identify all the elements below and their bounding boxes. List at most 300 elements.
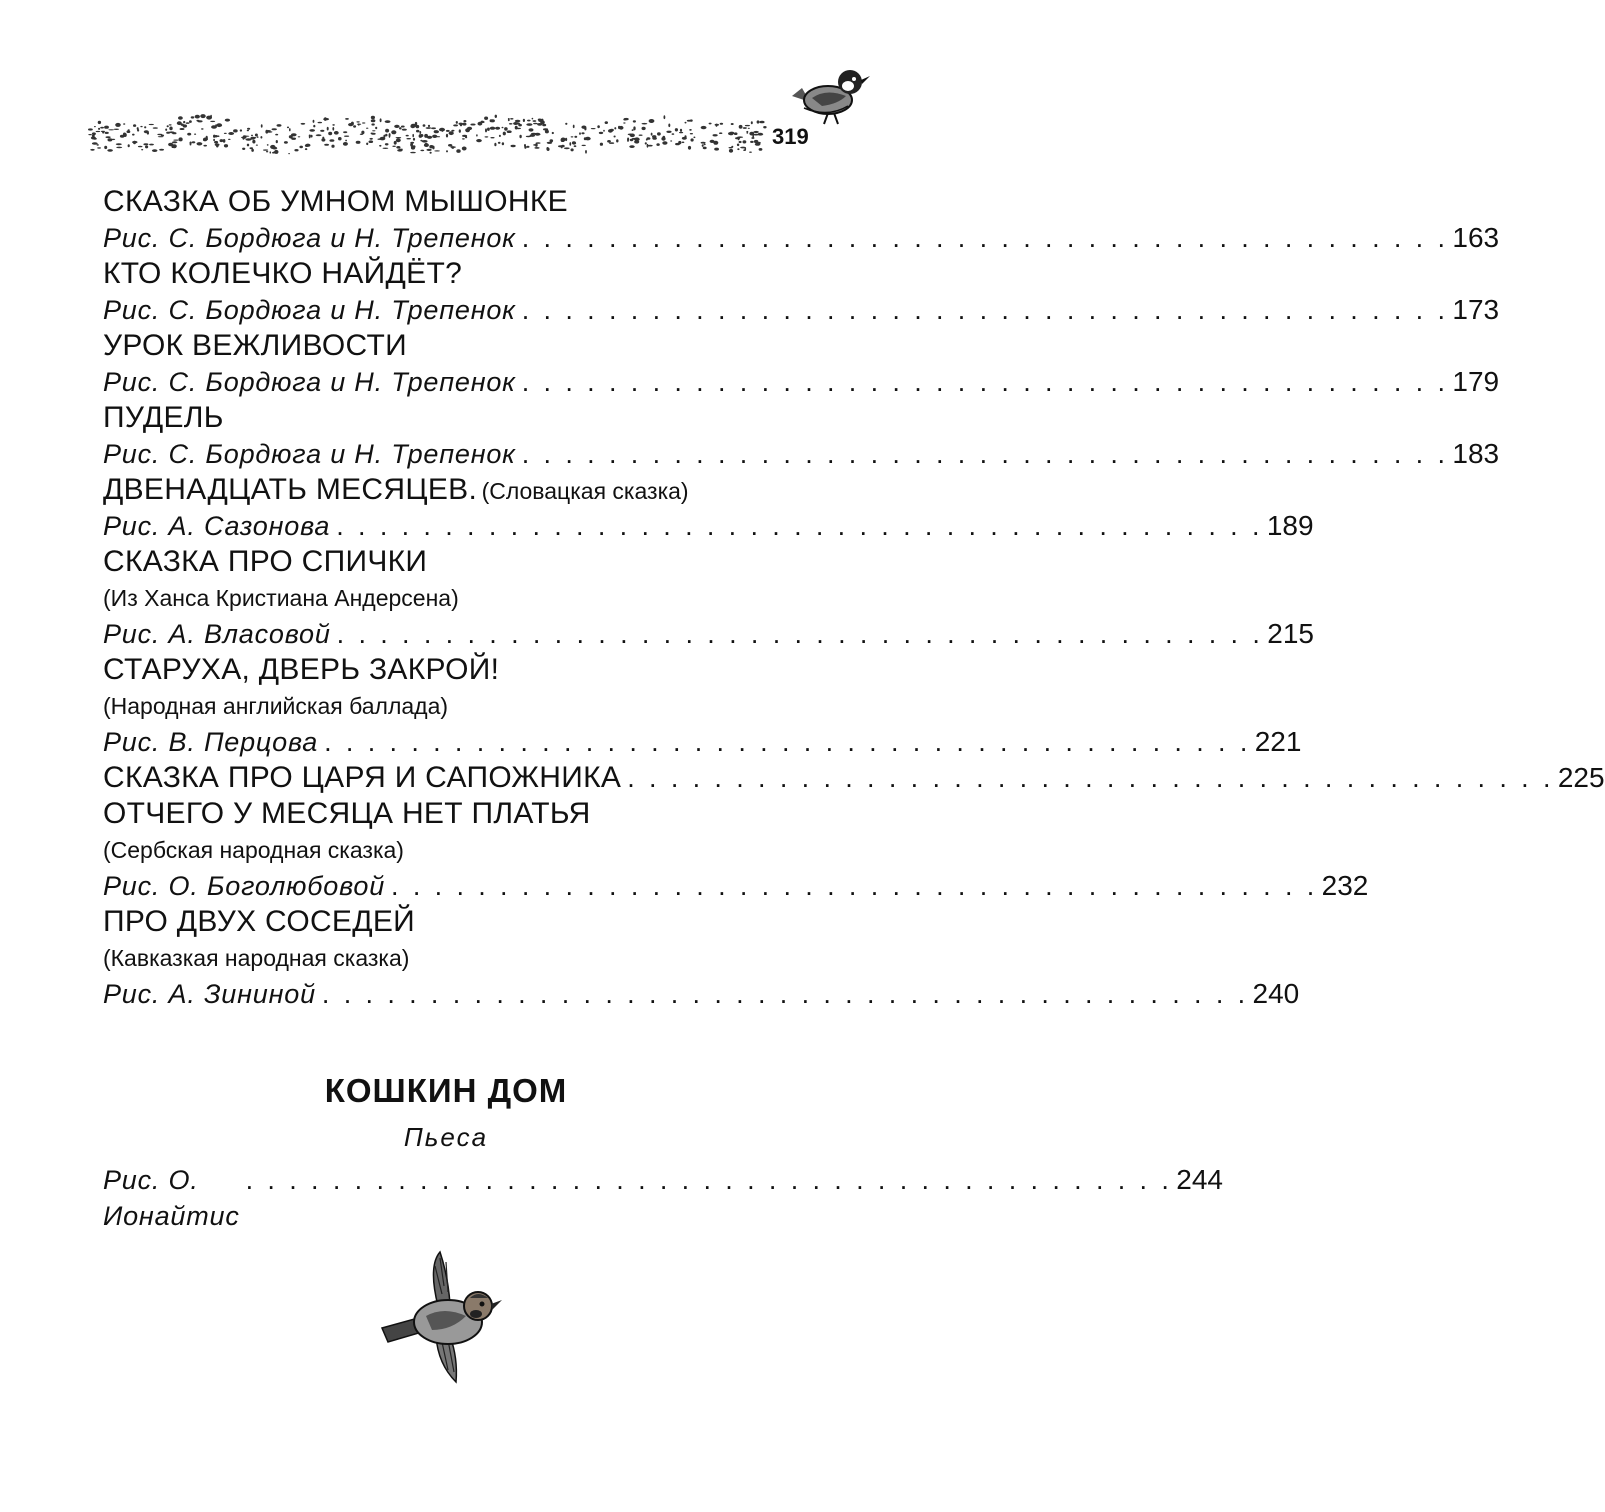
border-speck <box>372 130 375 131</box>
border-speck <box>92 132 96 135</box>
border-speck <box>203 145 207 147</box>
border-speck <box>98 128 100 130</box>
border-speck <box>266 151 268 152</box>
border-speck <box>420 134 423 137</box>
border-speck <box>233 129 238 132</box>
toc-artist-line <box>103 508 1314 544</box>
border-speck <box>240 129 242 131</box>
border-speck <box>102 131 104 134</box>
border-speck <box>328 132 332 135</box>
border-speck <box>449 131 454 135</box>
border-speck <box>127 130 131 133</box>
border-speck <box>313 125 315 128</box>
border-speck <box>430 152 432 154</box>
border-speck <box>534 147 539 149</box>
toc-page-number: 221 <box>1254 726 1302 757</box>
toc-artist: Рис. С. Бордюга и Н. Трепенок <box>103 367 516 397</box>
border-speck <box>224 144 228 147</box>
border-speck <box>144 130 149 133</box>
border-speck <box>276 140 278 143</box>
border-speck <box>460 123 462 126</box>
border-speck <box>689 129 692 131</box>
border-speck <box>581 132 584 134</box>
border-speck <box>157 134 162 135</box>
border-speck <box>391 130 396 134</box>
border-speck <box>370 138 373 140</box>
border-speck <box>648 145 653 147</box>
border-speck <box>624 118 629 120</box>
border-speck <box>476 139 482 142</box>
dot-leader: . . . . . . . . . . . . . . . . . . . . . . . . . . . . . . . . . . . . . . . . . . . <box>336 619 1264 649</box>
border-speck <box>603 130 605 132</box>
border-speck <box>647 144 649 148</box>
border-speck <box>507 130 512 133</box>
border-speck <box>210 121 215 122</box>
border-speck <box>343 142 348 146</box>
toc-artist-line <box>103 436 1500 472</box>
border-speck <box>158 136 164 137</box>
toc-artist: Рис. А. Власовой <box>103 619 331 649</box>
border-speck <box>324 144 329 146</box>
border-speck <box>166 132 170 134</box>
toc-artist: Рис. О. Ионайтис <box>103 1165 240 1231</box>
border-speck <box>246 138 252 141</box>
border-speck <box>731 123 734 125</box>
border-speck <box>242 148 245 150</box>
border-speck <box>607 140 611 143</box>
border-speck <box>630 134 635 138</box>
border-speck <box>145 145 148 148</box>
border-speck <box>406 135 409 137</box>
border-speck <box>663 136 666 139</box>
toc-page-number: 183 <box>1452 438 1500 469</box>
border-speck <box>380 118 382 122</box>
border-speck <box>377 139 382 140</box>
border-speck <box>416 130 419 133</box>
border-speck <box>614 136 616 138</box>
border-speck <box>133 124 136 127</box>
border-speck <box>138 146 143 148</box>
border-speck <box>383 148 389 149</box>
border-speck <box>573 125 575 129</box>
border-speck <box>316 134 322 136</box>
border-speck <box>320 130 324 132</box>
border-speck <box>214 141 218 144</box>
border-speck <box>318 122 323 124</box>
border-speck <box>446 150 448 152</box>
border-speck <box>167 125 169 127</box>
toc-note: (Народная английская баллада) <box>103 693 449 719</box>
border-speck <box>385 120 391 123</box>
dot-leader: . . . . . . . . . . . . . . . . . . . . . . . . . . . . . . . . . . . . . . . . . . . <box>245 1165 1173 1195</box>
border-speck <box>533 144 536 146</box>
section-subtitle: Пьеса <box>403 1122 489 1152</box>
border-speck <box>750 141 754 143</box>
border-speck <box>215 135 218 137</box>
border-speck <box>552 132 554 134</box>
border-speck <box>107 149 113 152</box>
border-speck <box>197 120 202 122</box>
border-speck <box>171 144 174 148</box>
border-speck <box>329 139 334 142</box>
toc-title: СКАЗКА ПРО СПИЧКИ <box>103 545 428 578</box>
border-speck <box>305 148 307 150</box>
border-speck <box>600 143 603 146</box>
border-speck <box>642 123 648 125</box>
border-speck <box>394 141 397 145</box>
border-speck <box>623 122 625 123</box>
border-speck <box>749 152 752 153</box>
border-speck <box>494 143 496 147</box>
dot-leader: . . . . . . . . . . . . . . . . . . . . . . . . . . . . . . . . . . . . . . . . . . . <box>336 511 1263 541</box>
border-speck <box>571 148 574 151</box>
border-speck <box>739 125 743 129</box>
border-speck <box>220 139 224 142</box>
border-speck <box>267 144 269 146</box>
border-speck <box>536 134 540 136</box>
border-speck <box>375 127 377 129</box>
border-speck <box>428 125 430 127</box>
border-speck <box>599 132 603 134</box>
border-speck <box>713 141 718 145</box>
border-speck <box>356 121 359 122</box>
border-speck <box>116 147 122 149</box>
border-speck <box>529 128 534 131</box>
border-speck <box>225 119 230 122</box>
titmouse-bird-illustration <box>782 58 874 128</box>
border-speck <box>446 130 450 132</box>
border-speck <box>385 134 387 137</box>
border-speck <box>616 139 618 142</box>
border-speck <box>756 142 761 144</box>
border-speck <box>284 141 288 144</box>
border-speck <box>652 135 656 138</box>
border-speck <box>490 137 494 138</box>
border-speck <box>690 119 693 121</box>
speckled-border-ornament <box>90 112 766 158</box>
border-speck <box>509 123 513 125</box>
border-speck <box>456 121 458 124</box>
border-speck <box>406 138 411 139</box>
border-speck <box>389 134 391 137</box>
border-speck <box>133 141 136 145</box>
border-speck <box>498 142 501 144</box>
border-speck <box>143 143 148 145</box>
border-speck <box>93 138 97 140</box>
border-speck <box>140 126 142 127</box>
border-speck <box>106 136 111 138</box>
border-speck <box>585 150 587 154</box>
border-speck <box>362 122 365 123</box>
toc-artist-line <box>103 616 1314 652</box>
border-speck <box>369 140 374 143</box>
border-speck <box>470 124 475 126</box>
border-speck <box>574 136 577 138</box>
border-speck <box>272 128 277 130</box>
border-speck <box>228 139 231 140</box>
border-speck <box>714 148 719 151</box>
border-speck <box>561 138 566 142</box>
border-speck <box>715 124 719 126</box>
border-speck <box>275 134 278 136</box>
border-speck <box>169 124 172 125</box>
border-speck <box>533 120 537 122</box>
border-speck <box>748 128 750 129</box>
border-speck <box>495 115 497 118</box>
border-speck <box>343 131 347 133</box>
border-speck <box>195 115 200 119</box>
border-speck <box>348 123 353 126</box>
border-speck <box>763 126 766 128</box>
toc-page-number: 163 <box>1452 222 1500 253</box>
border-speck <box>484 117 488 120</box>
border-speck <box>353 125 356 127</box>
border-speck <box>634 140 639 143</box>
border-speck <box>533 123 538 125</box>
border-speck <box>515 122 520 124</box>
border-speck <box>751 121 753 124</box>
border-speck <box>572 141 576 144</box>
border-speck <box>94 126 96 127</box>
border-speck <box>745 125 750 126</box>
border-speck <box>357 124 361 125</box>
border-speck <box>396 137 402 138</box>
toc-title: ПРО ДВУХ СОСЕДЕЙ <box>103 905 416 938</box>
border-speck <box>523 119 525 122</box>
border-speck <box>672 133 675 135</box>
border-speck <box>272 147 277 150</box>
border-speck <box>88 134 92 135</box>
border-speck <box>526 123 532 126</box>
border-speck <box>431 127 436 129</box>
toc-page-number: 215 <box>1267 618 1314 649</box>
border-speck <box>510 118 513 120</box>
border-speck <box>252 140 255 144</box>
border-speck <box>242 137 244 140</box>
border-speck <box>737 144 739 147</box>
border-speck <box>257 136 259 138</box>
border-speck <box>206 136 208 140</box>
border-speck <box>649 119 655 123</box>
border-speck <box>338 137 342 140</box>
border-speck <box>172 141 178 143</box>
border-speck <box>664 115 666 119</box>
border-speck <box>251 149 254 152</box>
border-speck <box>675 128 678 131</box>
toc-title: СКАЗКА ПРО ЦАРЯ И САПОЖНИКА <box>103 761 622 794</box>
dot-leader: . . . . . . . . . . . . . . . . . . . . . . . . . . . . . . . . . . . . . . . . . . . <box>521 439 1449 469</box>
border-speck <box>247 128 250 130</box>
border-speck <box>463 120 466 122</box>
border-speck <box>537 123 542 126</box>
border-speck <box>92 135 95 137</box>
border-speck <box>360 134 363 135</box>
border-speck <box>434 150 440 151</box>
border-speck <box>728 132 731 134</box>
border-speck <box>704 144 706 146</box>
border-speck <box>114 129 119 130</box>
border-speck <box>289 135 293 138</box>
border-speck <box>255 134 258 137</box>
border-speck <box>564 147 570 149</box>
border-speck <box>462 138 465 139</box>
border-speck <box>485 136 489 137</box>
border-speck <box>309 129 315 132</box>
border-speck <box>693 137 695 139</box>
border-speck <box>630 139 634 141</box>
border-speck <box>128 129 130 131</box>
border-speck <box>96 131 101 132</box>
toc-page-number: 240 <box>1252 978 1300 1009</box>
border-speck <box>413 138 415 141</box>
border-speck <box>746 131 748 133</box>
border-speck <box>165 129 167 131</box>
border-speck <box>410 152 416 154</box>
border-speck <box>192 141 196 143</box>
section-title: КОШКИН ДОМ <box>324 1072 568 1109</box>
border-speck <box>108 138 113 141</box>
border-speck <box>679 132 683 133</box>
toc-artist: Рис. А. Сазонова <box>103 511 331 541</box>
border-speck <box>410 142 414 144</box>
border-speck <box>383 135 385 138</box>
border-speck <box>267 131 273 133</box>
border-speck <box>288 153 290 154</box>
border-speck <box>277 124 282 127</box>
border-speck <box>323 118 329 120</box>
toc-artist-line <box>103 868 1369 904</box>
border-speck <box>426 149 431 151</box>
border-speck <box>412 134 414 137</box>
border-speck <box>111 139 115 140</box>
border-speck <box>569 142 571 146</box>
border-speck <box>465 128 470 132</box>
border-speck <box>642 127 646 130</box>
border-speck <box>115 123 121 127</box>
border-speck <box>331 145 334 148</box>
border-speck <box>582 145 586 146</box>
border-speck <box>657 132 661 135</box>
toc-title-line <box>103 472 803 508</box>
border-speck <box>371 123 374 125</box>
border-speck <box>261 124 263 127</box>
border-speck <box>746 132 748 133</box>
border-speck <box>410 125 415 129</box>
border-speck <box>189 120 192 123</box>
border-speck <box>662 141 667 144</box>
border-speck <box>743 140 747 143</box>
toc-title: ОТЧЕГО У МЕСЯЦА НЕТ ПЛАТЬЯ <box>103 797 591 830</box>
border-speck <box>313 120 315 123</box>
border-speck <box>149 124 154 125</box>
border-speck <box>608 129 613 133</box>
border-speck <box>90 149 94 151</box>
border-speck <box>191 116 195 118</box>
border-speck <box>519 135 521 138</box>
toc-page-number: 189 <box>1266 510 1314 541</box>
border-speck <box>597 125 600 128</box>
border-speck <box>490 127 496 130</box>
border-speck <box>190 143 192 146</box>
border-speck <box>301 123 306 125</box>
border-speck <box>462 147 467 151</box>
toc-artist: Рис. О. Боголюбовой <box>103 871 386 901</box>
border-speck <box>298 136 301 137</box>
border-speck <box>137 129 139 132</box>
border-speck <box>453 124 458 126</box>
toc-artist: Рис. С. Бордюга и Н. Трепенок <box>103 295 516 325</box>
border-speck <box>177 121 182 125</box>
border-speck <box>345 140 347 142</box>
toc-note: (Из Ханса Кристиана Андерсена) <box>103 585 459 611</box>
border-speck <box>366 143 368 146</box>
border-speck <box>385 129 389 133</box>
border-speck <box>682 142 685 144</box>
border-speck <box>159 149 164 151</box>
border-speck <box>402 129 407 131</box>
toc-artist-line <box>103 292 1500 328</box>
border-speck <box>459 129 461 132</box>
border-speck <box>263 149 268 150</box>
dot-leader: . . . . . . . . . . . . . . . . . . . . . . . . . . . . . . . . . . . . . . . . . . . <box>521 367 1449 397</box>
toc-artist-line <box>103 1162 1223 1231</box>
border-speck <box>515 120 521 123</box>
toc-title: ПУДЕЛЬ <box>103 401 224 434</box>
border-speck <box>392 146 396 147</box>
border-speck <box>531 133 536 135</box>
border-speck <box>215 144 220 146</box>
border-speck <box>210 115 212 118</box>
border-speck <box>321 138 325 141</box>
border-speck <box>685 122 687 124</box>
border-speck <box>675 143 680 145</box>
toc-note: (Сербская народная сказка) <box>103 837 404 863</box>
border-speck <box>668 124 670 128</box>
border-speck <box>256 145 258 146</box>
border-speck <box>511 145 516 147</box>
border-speck <box>144 126 146 128</box>
toc-title: КТО КОЛЕЧКО НАЙДЁТ? <box>103 257 463 290</box>
border-speck <box>179 137 183 141</box>
border-speck <box>605 121 608 124</box>
border-speck <box>228 132 234 135</box>
border-speck <box>516 128 521 129</box>
border-speck <box>169 127 172 131</box>
border-speck <box>481 121 484 123</box>
border-speck <box>396 138 401 142</box>
border-speck <box>98 121 101 124</box>
border-speck <box>632 129 634 131</box>
dot-leader: . . . . . . . . . . . . . . . . . . . . . . . . . . . . . . . . . . . . . . . . . . . <box>521 295 1449 325</box>
border-speck <box>666 131 671 133</box>
border-speck <box>327 127 329 131</box>
toc-title: СТАРУХА, ДВЕРЬ ЗАКРОЙ! <box>103 653 500 686</box>
border-speck <box>547 148 550 151</box>
border-speck <box>309 135 311 139</box>
toc-page-number: 232 <box>1321 870 1369 901</box>
toc-title: ДВЕНАДЦАТЬ МЕСЯЦЕВ. <box>103 473 478 506</box>
toc-artist: Рис. С. Бордюга и Н. Трепенок <box>103 223 516 253</box>
toc-note: (Словацкая сказка) <box>481 478 689 504</box>
border-speck <box>571 136 574 137</box>
border-speck <box>456 149 460 153</box>
border-speck <box>216 123 222 127</box>
border-speck <box>273 152 278 154</box>
border-speck <box>753 131 759 133</box>
border-speck <box>153 127 158 129</box>
toc-page-number: 173 <box>1452 294 1500 325</box>
border-speck <box>633 120 636 122</box>
